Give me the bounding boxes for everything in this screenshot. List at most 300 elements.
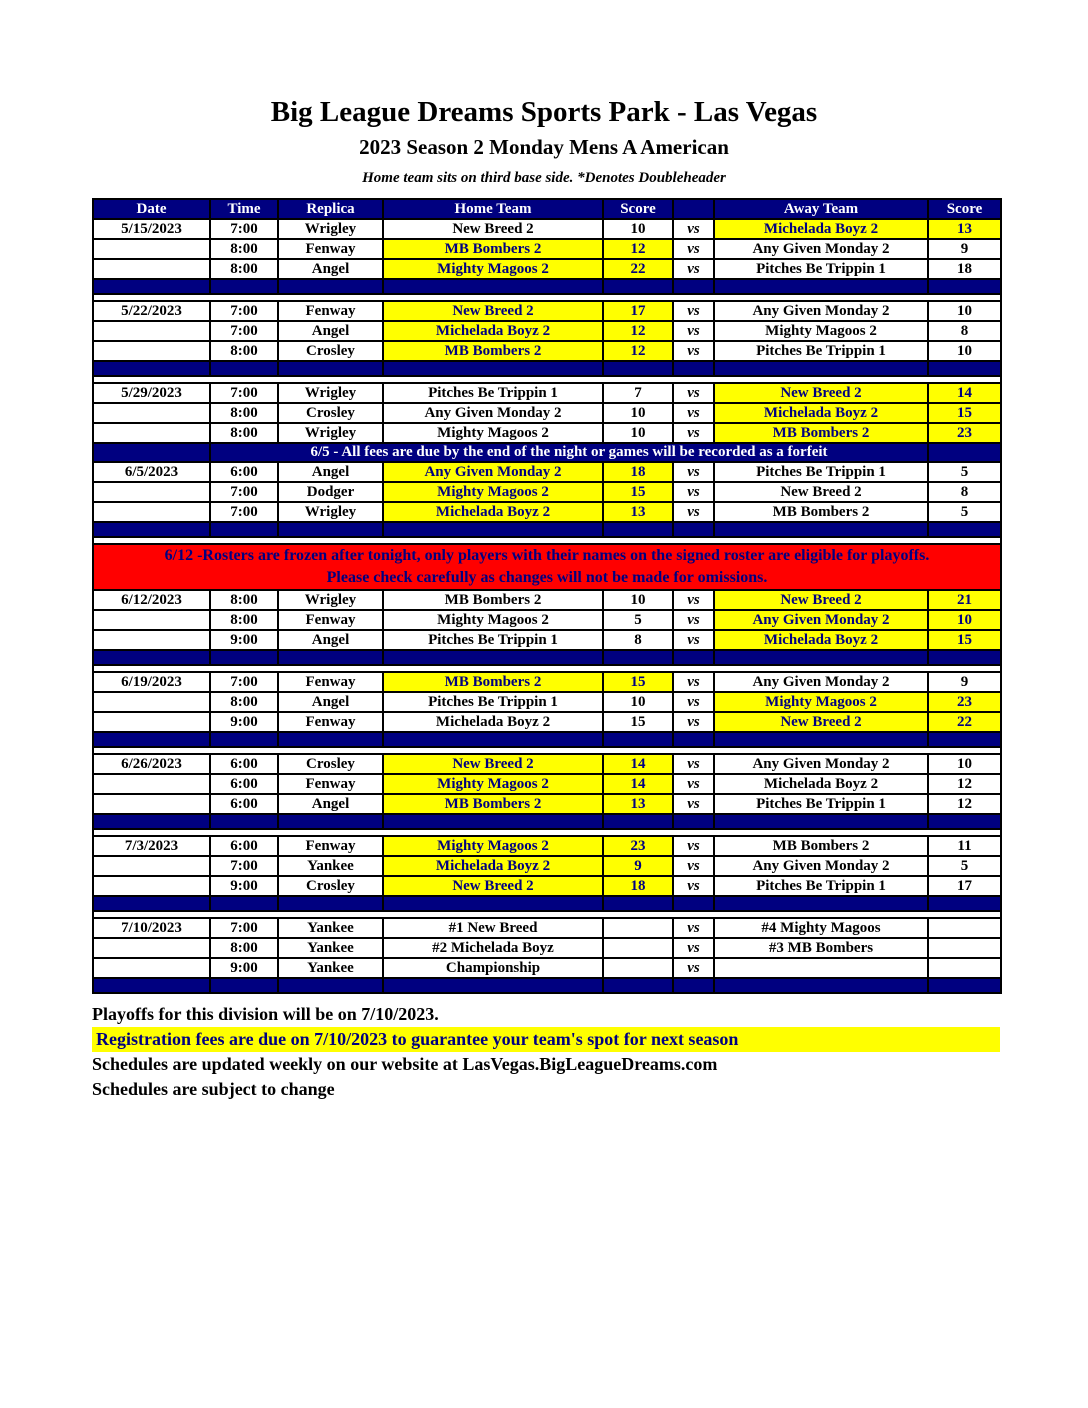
separator-cell — [673, 650, 714, 665]
separator-cell — [278, 361, 383, 376]
separator-cell — [714, 361, 928, 376]
separator-cell — [278, 279, 383, 294]
date-cell — [93, 794, 210, 814]
gap-row — [93, 747, 1001, 754]
separator-cell — [673, 978, 714, 993]
time-cell: 7:00 — [210, 856, 278, 876]
home-score-cell: 10 — [603, 403, 673, 423]
away-team-cell: Michelada Boyz 2 — [714, 403, 928, 423]
gap-cell — [93, 665, 1001, 672]
replica-cell: Angel — [278, 630, 383, 650]
separator-cell — [93, 896, 210, 911]
column-header: Time — [210, 199, 278, 219]
replica-cell: Wrigley — [278, 502, 383, 522]
away-team-cell: Any Given Monday 2 — [714, 239, 928, 259]
date-cell: 7/10/2023 — [93, 918, 210, 938]
game-row — [93, 383, 1001, 403]
column-header: Score — [928, 199, 1001, 219]
home-score-cell: 15 — [603, 672, 673, 692]
away-team-cell: Pitches Be Trippin 1 — [714, 876, 928, 896]
vs-cell: vs — [673, 590, 714, 610]
replica-cell: Wrigley — [278, 383, 383, 403]
time-cell: 6:00 — [210, 794, 278, 814]
replica-cell: Fenway — [278, 836, 383, 856]
home-score-cell: 12 — [603, 321, 673, 341]
date-cell — [93, 712, 210, 732]
away-score-cell: 17 — [928, 876, 1001, 896]
away-team-cell: Pitches Be Trippin 1 — [714, 462, 928, 482]
column-header — [673, 199, 714, 219]
website-note: Schedules are updated weekly on our website at LasVegas.BigLeagueDreams.com — [92, 1054, 718, 1074]
date-cell — [93, 321, 210, 341]
home-score-cell: 14 — [603, 754, 673, 774]
time-cell: 8:00 — [210, 692, 278, 712]
game-row — [93, 259, 1001, 279]
separator-cell — [603, 279, 673, 294]
time-cell: 9:00 — [210, 876, 278, 896]
time-cell: 7:00 — [210, 301, 278, 321]
time-cell: 6:00 — [210, 836, 278, 856]
separator-row — [93, 814, 1001, 829]
page-title: Big League Dreams Sports Park - Las Vegas — [270, 96, 818, 128]
separator-cell — [210, 279, 278, 294]
date-cell: 6/19/2023 — [93, 672, 210, 692]
vs-cell: vs — [673, 918, 714, 938]
separator-cell — [928, 361, 1001, 376]
time-cell: 9:00 — [210, 958, 278, 978]
away-score-cell: 12 — [928, 794, 1001, 814]
separator-cell — [928, 896, 1001, 911]
home-team-cell: Pitches Be Trippin 1 — [383, 630, 603, 650]
time-cell: 6:00 — [210, 754, 278, 774]
separator-cell — [673, 522, 714, 537]
vs-cell: vs — [673, 383, 714, 403]
time-cell: 7:00 — [210, 219, 278, 239]
away-team-cell: Michelada Boyz 2 — [714, 630, 928, 650]
replica-cell: Yankee — [278, 958, 383, 978]
separator-cell — [673, 732, 714, 747]
date-cell — [93, 239, 210, 259]
game-row — [93, 856, 1001, 876]
column-header: Home Team — [383, 199, 603, 219]
home-score-cell: 13 — [603, 502, 673, 522]
date-cell: 7/3/2023 — [93, 836, 210, 856]
date-cell — [93, 341, 210, 361]
home-team-cell: MB Bombers 2 — [383, 239, 603, 259]
home-team-cell: Any Given Monday 2 — [383, 403, 603, 423]
away-team-cell: Mighty Magoos 2 — [714, 321, 928, 341]
time-cell: 8:00 — [210, 610, 278, 630]
separator-cell — [928, 978, 1001, 993]
schedule-body — [93, 219, 1001, 993]
home-team-cell: Mighty Magoos 2 — [383, 259, 603, 279]
home-team-cell: #2 Michelada Boyz — [383, 938, 603, 958]
home-score-cell: 7 — [603, 383, 673, 403]
home-team-cell: MB Bombers 2 — [383, 672, 603, 692]
vs-cell: vs — [673, 774, 714, 794]
separator-cell — [278, 978, 383, 993]
away-score-cell: 15 — [928, 630, 1001, 650]
vs-cell: vs — [673, 692, 714, 712]
time-cell: 8:00 — [210, 938, 278, 958]
separator-cell — [210, 522, 278, 537]
date-cell — [93, 423, 210, 443]
date-cell — [93, 774, 210, 794]
home-team-cell: #1 New Breed — [383, 918, 603, 938]
gap-cell — [93, 829, 1001, 836]
separator-cell — [93, 732, 210, 747]
vs-cell: vs — [673, 876, 714, 896]
column-header: Score — [603, 199, 673, 219]
replica-cell: Angel — [278, 692, 383, 712]
away-score-cell: 9 — [928, 239, 1001, 259]
home-score-cell: 15 — [603, 712, 673, 732]
away-team-cell: Pitches Be Trippin 1 — [714, 259, 928, 279]
away-team-cell — [714, 958, 928, 978]
replica-cell: Angel — [278, 794, 383, 814]
replica-cell: Fenway — [278, 239, 383, 259]
separator-cell — [93, 814, 210, 829]
replica-cell: Wrigley — [278, 590, 383, 610]
home-score-cell: 23 — [603, 836, 673, 856]
roster-banner-row — [93, 544, 1001, 590]
separator-cell — [210, 650, 278, 665]
date-cell — [93, 259, 210, 279]
gap-row — [93, 294, 1001, 301]
game-row — [93, 341, 1001, 361]
home-score-cell — [603, 938, 673, 958]
vs-cell: vs — [673, 239, 714, 259]
date-cell: 5/29/2023 — [93, 383, 210, 403]
home-score-cell: 15 — [603, 482, 673, 502]
separator-cell — [928, 732, 1001, 747]
vs-cell: vs — [673, 712, 714, 732]
separator-cell — [603, 522, 673, 537]
separator-cell — [928, 279, 1001, 294]
away-score-cell: 11 — [928, 836, 1001, 856]
separator-cell — [93, 650, 210, 665]
time-cell: 8:00 — [210, 341, 278, 361]
time-cell: 7:00 — [210, 321, 278, 341]
roster-banner-cell — [93, 544, 1001, 590]
separator-cell — [210, 896, 278, 911]
away-team-cell: MB Bombers 2 — [714, 502, 928, 522]
home-score-cell: 10 — [603, 423, 673, 443]
replica-cell: Yankee — [278, 938, 383, 958]
replica-cell: Crosley — [278, 403, 383, 423]
game-row — [93, 774, 1001, 794]
gap-row — [93, 829, 1001, 836]
time-cell: 7:00 — [210, 918, 278, 938]
away-team-cell: Pitches Be Trippin 1 — [714, 794, 928, 814]
vs-cell: vs — [673, 754, 714, 774]
gap-cell — [93, 537, 1001, 544]
away-team-cell: Michelada Boyz 2 — [714, 774, 928, 794]
away-score-cell: 9 — [928, 672, 1001, 692]
separator-cell — [383, 361, 603, 376]
separator-cell — [93, 279, 210, 294]
home-team-cell: Pitches Be Trippin 1 — [383, 692, 603, 712]
gap-row — [93, 537, 1001, 544]
column-header: Date — [93, 199, 210, 219]
date-cell — [93, 403, 210, 423]
away-score-cell: 13 — [928, 219, 1001, 239]
replica-cell: Crosley — [278, 341, 383, 361]
home-team-cell: MB Bombers 2 — [383, 341, 603, 361]
date-cell — [93, 502, 210, 522]
vs-cell: vs — [673, 462, 714, 482]
game-row — [93, 502, 1001, 522]
away-score-cell: 14 — [928, 383, 1001, 403]
home-score-cell: 12 — [603, 341, 673, 361]
date-cell — [93, 692, 210, 712]
vs-cell: vs — [673, 341, 714, 361]
separator-cell — [714, 814, 928, 829]
separator-cell — [928, 814, 1001, 829]
home-team-cell: Michelada Boyz 2 — [383, 502, 603, 522]
replica-cell: Yankee — [278, 856, 383, 876]
home-team-cell: Michelada Boyz 2 — [383, 856, 603, 876]
replica-cell: Fenway — [278, 774, 383, 794]
away-team-cell: Any Given Monday 2 — [714, 672, 928, 692]
away-team-cell: New Breed 2 — [714, 482, 928, 502]
time-cell: 8:00 — [210, 239, 278, 259]
home-score-cell — [603, 918, 673, 938]
away-score-cell: 5 — [928, 462, 1001, 482]
vs-cell: vs — [673, 836, 714, 856]
game-row — [93, 403, 1001, 423]
time-cell: 7:00 — [210, 482, 278, 502]
home-team-cell: Mighty Magoos 2 — [383, 423, 603, 443]
time-cell: 6:00 — [210, 462, 278, 482]
vs-cell: vs — [673, 502, 714, 522]
separator-cell — [278, 896, 383, 911]
page-subtitle: 2023 Season 2 Monday Mens A American — [359, 135, 729, 159]
roster-banner-line: Please check carefully as changes will not be made for omissions. — [326, 569, 768, 586]
home-score-cell: 17 — [603, 301, 673, 321]
home-team-cell: Mighty Magoos 2 — [383, 836, 603, 856]
game-row — [93, 219, 1001, 239]
home-score-cell: 12 — [603, 239, 673, 259]
home-team-cell: Any Given Monday 2 — [383, 462, 603, 482]
separator-cell — [93, 361, 210, 376]
time-cell: 8:00 — [210, 403, 278, 423]
home-score-cell: 9 — [603, 856, 673, 876]
footer — [92, 1002, 1000, 1102]
away-team-cell: #3 MB Bombers — [714, 938, 928, 958]
away-score-cell: 10 — [928, 301, 1001, 321]
time-cell: 9:00 — [210, 712, 278, 732]
home-score-cell: 8 — [603, 630, 673, 650]
game-row — [93, 958, 1001, 978]
away-score-cell: 18 — [928, 259, 1001, 279]
game-row — [93, 918, 1001, 938]
home-score-cell: 5 — [603, 610, 673, 630]
note-left-cell — [93, 443, 210, 462]
separator-row — [93, 279, 1001, 294]
home-score-cell: 10 — [603, 692, 673, 712]
away-score-cell: 10 — [928, 610, 1001, 630]
away-score-cell: 8 — [928, 482, 1001, 502]
replica-cell: Dodger — [278, 482, 383, 502]
away-team-cell: Any Given Monday 2 — [714, 301, 928, 321]
separator-cell — [714, 522, 928, 537]
separator-cell — [383, 279, 603, 294]
gap-cell — [93, 294, 1001, 301]
away-score-cell — [928, 918, 1001, 938]
separator-cell — [278, 650, 383, 665]
separator-cell — [603, 978, 673, 993]
home-score-cell: 18 — [603, 876, 673, 896]
date-cell — [93, 938, 210, 958]
home-score-cell: 14 — [603, 774, 673, 794]
schedule-change-note: Schedules are subject to change — [92, 1079, 335, 1099]
home-score-cell: 10 — [603, 219, 673, 239]
game-row — [93, 672, 1001, 692]
away-team-cell: Any Given Monday 2 — [714, 610, 928, 630]
vs-cell: vs — [673, 610, 714, 630]
separator-cell — [714, 732, 928, 747]
game-row — [93, 712, 1001, 732]
away-score-cell: 12 — [928, 774, 1001, 794]
separator-cell — [383, 732, 603, 747]
time-cell: 6:00 — [210, 774, 278, 794]
vs-cell: vs — [673, 259, 714, 279]
game-row — [93, 610, 1001, 630]
away-team-cell: Michelada Boyz 2 — [714, 219, 928, 239]
game-row — [93, 301, 1001, 321]
vs-cell: vs — [673, 856, 714, 876]
separator-cell — [928, 522, 1001, 537]
home-score-cell: 10 — [603, 590, 673, 610]
home-team-cell: Mighty Magoos 2 — [383, 774, 603, 794]
home-team-note: Home team sits on third base side. *Denotes Doubleheader — [362, 170, 726, 186]
vs-cell: vs — [673, 794, 714, 814]
time-cell: 8:00 — [210, 259, 278, 279]
game-row — [93, 692, 1001, 712]
gap-cell — [93, 911, 1001, 918]
separator-cell — [93, 978, 210, 993]
home-team-cell: Pitches Be Trippin 1 — [383, 383, 603, 403]
time-cell: 9:00 — [210, 630, 278, 650]
note-right-cell — [928, 443, 1001, 462]
note-row — [93, 443, 1001, 462]
away-team-cell: Any Given Monday 2 — [714, 856, 928, 876]
date-cell — [93, 482, 210, 502]
table-header-row — [93, 199, 1001, 219]
replica-cell: Angel — [278, 321, 383, 341]
vs-cell: vs — [673, 672, 714, 692]
vs-cell: vs — [673, 630, 714, 650]
game-row — [93, 938, 1001, 958]
replica-cell: Crosley — [278, 754, 383, 774]
date-cell: 6/12/2023 — [93, 590, 210, 610]
away-team-cell: Pitches Be Trippin 1 — [714, 341, 928, 361]
date-cell — [93, 610, 210, 630]
separator-cell — [383, 896, 603, 911]
separator-row — [93, 650, 1001, 665]
away-team-cell: Any Given Monday 2 — [714, 754, 928, 774]
separator-cell — [383, 650, 603, 665]
game-row — [93, 836, 1001, 856]
gap-row — [93, 376, 1001, 383]
gap-cell — [93, 747, 1001, 754]
vs-cell: vs — [673, 403, 714, 423]
separator-row — [93, 522, 1001, 537]
home-team-cell: Michelada Boyz 2 — [383, 712, 603, 732]
time-cell: 8:00 — [210, 590, 278, 610]
home-team-cell: New Breed 2 — [383, 754, 603, 774]
away-score-cell: 15 — [928, 403, 1001, 423]
game-row — [93, 754, 1001, 774]
away-score-cell: 5 — [928, 856, 1001, 876]
replica-cell: Crosley — [278, 876, 383, 896]
separator-cell — [383, 522, 603, 537]
home-score-cell — [603, 958, 673, 978]
away-score-cell — [928, 958, 1001, 978]
separator-cell — [278, 814, 383, 829]
separator-cell — [210, 732, 278, 747]
replica-cell: Wrigley — [278, 219, 383, 239]
column-header: Replica — [278, 199, 383, 219]
game-row — [93, 590, 1001, 610]
home-team-cell: New Breed 2 — [383, 876, 603, 896]
away-score-cell: 23 — [928, 423, 1001, 443]
vs-cell: vs — [673, 482, 714, 502]
replica-cell: Wrigley — [278, 423, 383, 443]
separator-cell — [714, 279, 928, 294]
time-cell: 7:00 — [210, 383, 278, 403]
schedule-table — [92, 198, 1002, 994]
away-team-cell: #4 Mighty Magoos — [714, 918, 928, 938]
date-cell — [93, 876, 210, 896]
date-cell — [93, 856, 210, 876]
separator-cell — [714, 650, 928, 665]
date-cell — [93, 630, 210, 650]
separator-row — [93, 361, 1001, 376]
away-score-cell: 8 — [928, 321, 1001, 341]
date-cell — [93, 958, 210, 978]
time-cell: 7:00 — [210, 502, 278, 522]
separator-cell — [603, 650, 673, 665]
vs-cell: vs — [673, 219, 714, 239]
away-team-cell: New Breed 2 — [714, 383, 928, 403]
date-cell: 6/5/2023 — [93, 462, 210, 482]
separator-cell — [673, 896, 714, 911]
replica-cell: Fenway — [278, 712, 383, 732]
away-team-cell: MB Bombers 2 — [714, 836, 928, 856]
separator-cell — [603, 361, 673, 376]
separator-cell — [603, 896, 673, 911]
home-team-cell: New Breed 2 — [383, 219, 603, 239]
game-row — [93, 482, 1001, 502]
away-score-cell: 10 — [928, 754, 1001, 774]
registration-note: Registration fees are due on 7/10/2023 to guarantee your team's spot for next season — [92, 1027, 1000, 1052]
gap-cell — [93, 376, 1001, 383]
game-row — [93, 630, 1001, 650]
separator-cell — [714, 978, 928, 993]
home-team-cell: Championship — [383, 958, 603, 978]
separator-cell — [210, 361, 278, 376]
game-row — [93, 321, 1001, 341]
separator-cell — [278, 732, 383, 747]
separator-row — [93, 978, 1001, 993]
home-team-cell: New Breed 2 — [383, 301, 603, 321]
away-score-cell: 10 — [928, 341, 1001, 361]
separator-cell — [210, 978, 278, 993]
home-team-cell: Mighty Magoos 2 — [383, 610, 603, 630]
playoffs-note: Playoffs for this division will be on 7/10/2023. — [92, 1004, 439, 1024]
